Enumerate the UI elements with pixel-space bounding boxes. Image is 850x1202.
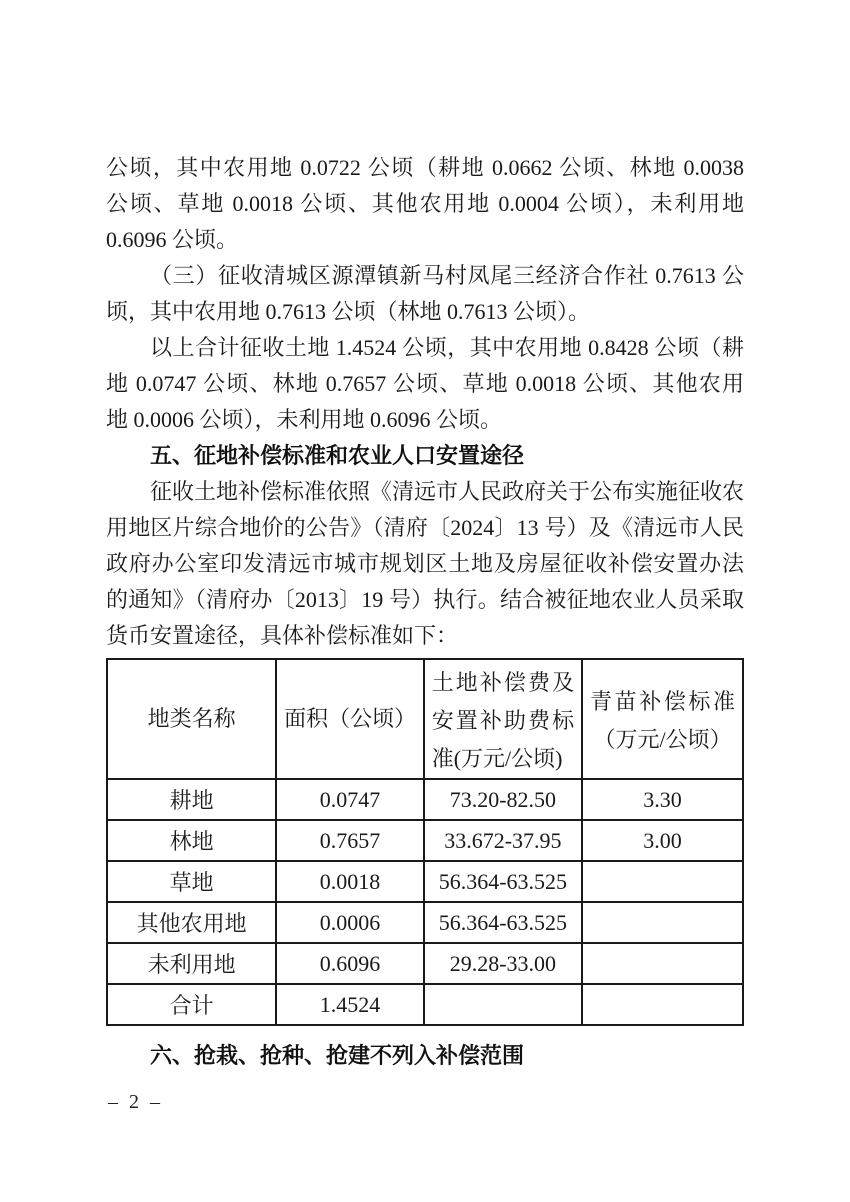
cell-seedling: 3.00 [582, 820, 743, 861]
cell-area: 0.6096 [276, 943, 424, 984]
table-row [107, 902, 743, 943]
cell-std: 56.364-63.525 [424, 861, 582, 902]
body-line: 货币安置途径，具体补偿标准如下： [106, 623, 459, 648]
body-line: 0.6096 公顷。 [106, 227, 239, 252]
header-label-line: （万元/公顷） [593, 727, 732, 752]
table-header-row [107, 659, 743, 779]
cell-std [424, 984, 582, 1025]
cell-std: 56.364-63.525 [424, 902, 582, 943]
body-line: 以上合计征收土地 1.4524 公顷，其中农用地 0.8428 公顷（耕 [150, 335, 744, 360]
cell-land-type: 草地 [107, 861, 276, 902]
cell-area: 0.0747 [276, 779, 424, 820]
header-label: 地类名称 [147, 706, 236, 731]
section-heading-6: 六、抢栽、抢种、抢建不列入补偿范围 [150, 1043, 525, 1068]
body-line: 地 0.0747 公顷、林地 0.7657 公顷、草地 0.0018 公顷、其他农用 [106, 371, 744, 396]
header-label-line: 安置补助费标 [431, 708, 575, 733]
header-label-line: 土地补偿费及 [431, 670, 575, 695]
body-line: 公顷、草地 0.0018 公顷、其他农用地 0.0004 公顷），未利用地 [106, 191, 744, 216]
cell-area: 0.0018 [276, 861, 424, 902]
header-label-line: 青苗补偿标准 [590, 689, 735, 714]
cell-land-type: 耕地 [107, 779, 276, 820]
cell-area: 1.4524 [276, 984, 424, 1025]
header-area [276, 659, 424, 779]
cell-seedling [582, 902, 743, 943]
body-line: （三）征收清城区源潭镇新马村凤尾三经济合作社 0.7613 公 [150, 263, 744, 288]
body-line: 地 0.0006 公顷），未利用地 0.6096 公顷。 [106, 407, 503, 432]
cell-land-type: 林地 [107, 820, 276, 861]
body-line: 用地区片综合地价的公告》（清府〔2024〕13 号）及《清远市人民 [106, 515, 744, 540]
cell-land-type: 其他农用地 [107, 902, 276, 943]
table-row-total [107, 984, 743, 1025]
cell-seedling [582, 943, 743, 984]
cell-std: 73.20-82.50 [424, 779, 582, 820]
cell-std: 33.672-37.95 [424, 820, 582, 861]
table-row [107, 820, 743, 861]
body-line: 的通知》（清府办〔2013〕19 号）执行。结合被征地农业人员采取 [106, 587, 744, 612]
section-heading-5: 五、征地补偿标准和农业人口安置途径 [150, 443, 525, 468]
header-label-line: 准(万元/公顷) [431, 746, 563, 771]
table-row [107, 861, 743, 902]
cell-area: 0.7657 [276, 820, 424, 861]
cell-seedling [582, 861, 743, 902]
body-line: 公顷，其中农用地 0.0722 公顷（耕地 0.0662 公顷、林地 0.0038 [106, 155, 744, 180]
header-land-type [107, 659, 276, 779]
compensation-table [106, 658, 744, 1026]
table-row [107, 943, 743, 984]
body-line: 征收土地补偿标准依照《清远市人民政府关于公布实施征收农 [150, 479, 744, 504]
table-row [107, 779, 743, 820]
cell-land-type: 未利用地 [107, 943, 276, 984]
cell-std: 29.28-33.00 [424, 943, 582, 984]
cell-seedling: 3.30 [582, 779, 743, 820]
header-label: 面积（公顷） [284, 706, 417, 731]
cell-land-type: 合计 [107, 984, 276, 1025]
cell-seedling [582, 984, 743, 1025]
header-seedling-compensation [582, 659, 743, 779]
page-number: – 2 – [108, 1091, 163, 1113]
body-line: 政府办公室印发清远市城市规划区土地及房屋征收补偿安置办法 [106, 551, 744, 576]
cell-area: 0.0006 [276, 902, 424, 943]
header-land-compensation [424, 659, 582, 779]
body-line: 顷，其中农用地 0.7613 公顷（林地 0.7613 公顷）。 [106, 299, 591, 324]
